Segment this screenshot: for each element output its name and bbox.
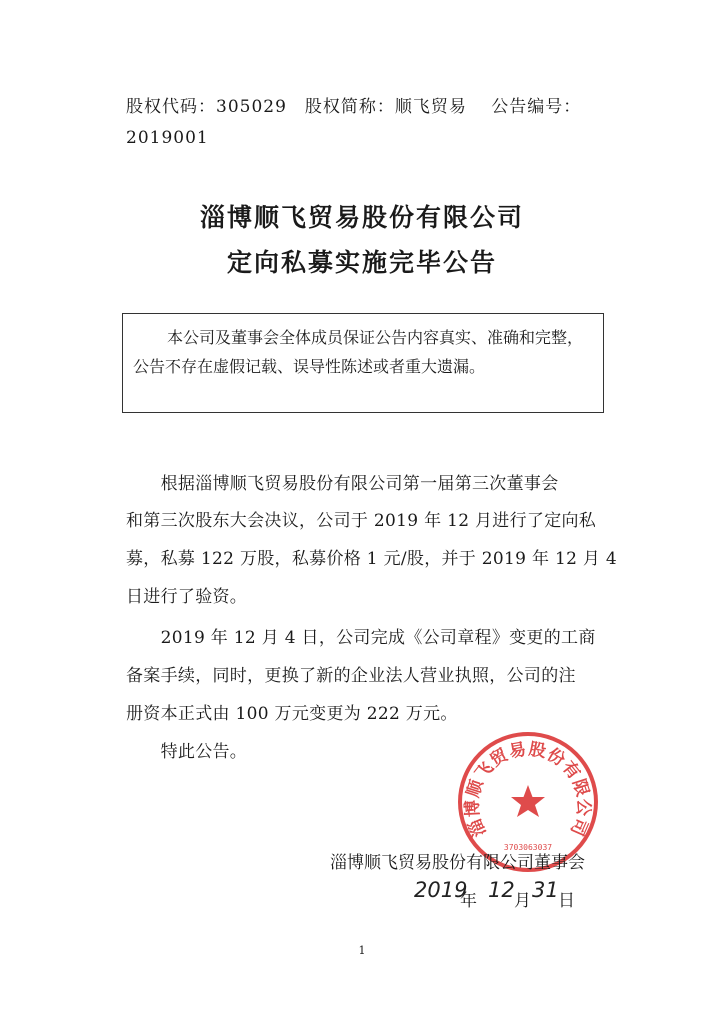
announcement-number: 2019001 [126,128,209,148]
seal-text: 淄博顺飞贸易股份有限公司 [462,739,594,840]
date-year-handwritten: 2019 [414,878,468,902]
document-title-company: 淄博顺飞贸易股份有限公司 [199,203,524,232]
body-paragraph-line: 册资本正式由 100 万元变更为 222 万元。 [126,704,458,724]
date-day-handwritten: 31 [532,878,559,902]
announcement-header-codes: 股权代码：305029 股权简称：顺飞贸易 公告编号： [126,97,582,117]
body-paragraph-line: 备案手续，同时，更换了新的企业法人营业执照，公司的注 [126,666,576,686]
signature-date [414,878,614,918]
body-paragraph-line: 日进行了验资。 [126,587,248,607]
disclaimer-box [122,313,604,413]
body-paragraph-line: 和第三次股东大会决议，公司于 2019 年 12 月进行了定向私 [126,511,597,531]
seal-number: 3703063037 [503,843,553,852]
disclaimer-line: 公告不存在虚假记载、误导性陈述或者重大遗漏。 [133,357,486,376]
date-month-handwritten: 12 [488,878,515,902]
date-day-unit: 日 [558,891,575,911]
body-paragraph-line: 根据淄博顺飞贸易股份有限公司第一届第三次董事会 [126,474,559,494]
date-year-unit: 年 [460,891,477,911]
body-paragraph-line: 募，私募 122 万股，私募价格 1 元/股，并于 2019 年 12 月 4 [126,549,618,569]
date-month-unit: 月 [514,891,531,911]
signature-organization: 淄博顺飞贸易股份有限公司董事会 [330,853,585,873]
page-number: 1 [358,944,366,957]
document-title-subject: 定向私募实施完毕公告 [226,248,497,277]
star-icon [511,785,545,817]
body-paragraph-line: 2019 年 12 月 4 日，公司完成《公司章程》变更的工商 [126,628,596,648]
disclaimer-line: 本公司及董事会全体成员保证公告内容真实、准确和完整， [167,328,584,347]
closing-remark: 特此公告。 [126,742,248,762]
